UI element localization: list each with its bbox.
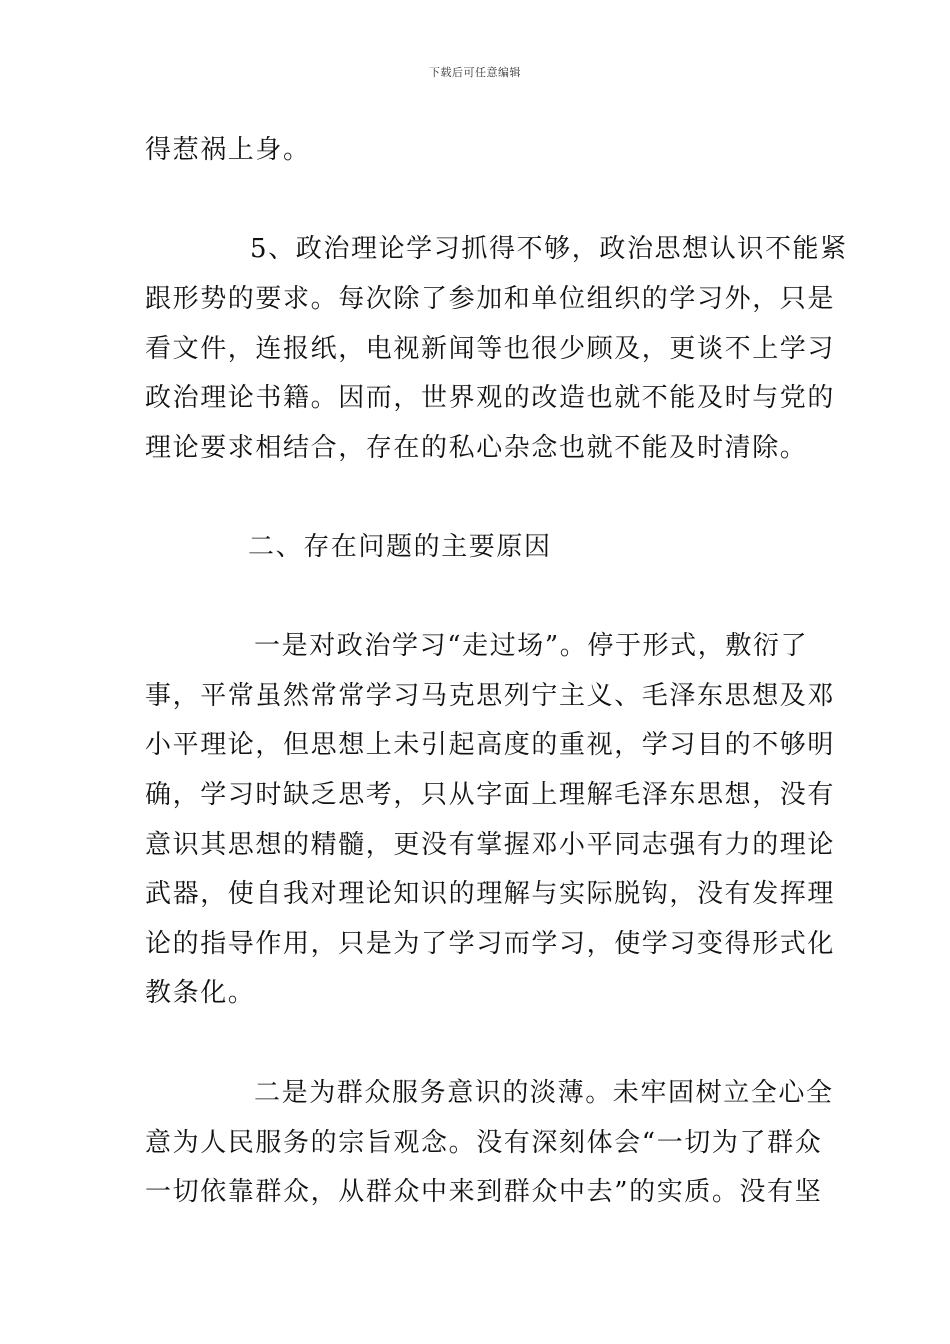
text-line: 跟形势的要求。每次除了参加和单位组织的学习外，只是 [145, 284, 836, 314]
text-line: 理论要求相结合，存在的私心杂念也就不能及时清除。 [145, 433, 808, 463]
text-line: 看文件，连报纸，电视新闻等也很少顾及，更谈不上学习 [145, 334, 836, 364]
text-line: 政治理论书籍。因而，世界观的改造也就不能及时与党的 [145, 383, 836, 413]
text-line: 武器，使自我对理论知识的理解与实际脱钩，没有发挥理 [145, 879, 836, 909]
text-line: 确，学习时缺乏思考，只从字面上理解毛泽东思想，没有 [145, 780, 836, 810]
text-line: 教条化。 [145, 978, 256, 1008]
text-line: 事，平常虽然常常学习马克思列宁主义、毛泽东思想及邓 [145, 681, 836, 711]
text-line: 论的指导作用，只是为了学习而学习，使学习变得形式化 [145, 929, 836, 959]
text-line: 一切依靠群众，从群众中来到群众中去”的实质。没有坚 [145, 1177, 823, 1207]
text-line: 5、政治理论学习抓得不够，政治思想认识不能紧 [250, 234, 848, 264]
page-header: 下载后可任意编辑 [429, 66, 521, 79]
text-line: 小平理论，但思想上未引起高度的重视，学习目的不够明 [145, 730, 836, 760]
text-line: 意为人民服务的宗旨观念。没有深刻体会“一切为了群众 [145, 1128, 823, 1158]
section-heading: 二、存在问题的主要原因 [248, 532, 552, 562]
text-line: 意识其思想的精髓，更没有掌握邓小平同志强有力的理论 [145, 830, 836, 860]
text-line: 得惹祸上身。 [145, 135, 311, 165]
text-line: 二是为群众服务意识的淡薄。未牢固树立全心全 [254, 1078, 834, 1108]
text-line: 一是对政治学习“走过场”。停于形式，敷衍了 [254, 631, 809, 661]
